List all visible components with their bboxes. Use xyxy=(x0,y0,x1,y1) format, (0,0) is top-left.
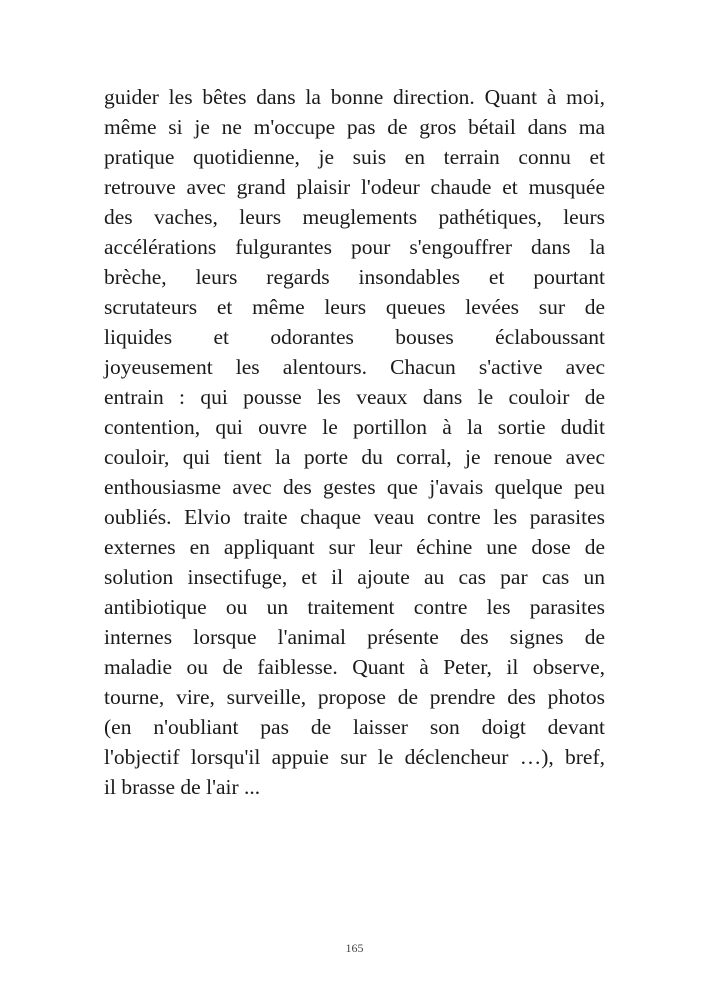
text-line: internes lorsque l'animal présente des signes de xyxy=(104,625,605,649)
text-line: oubliés. Elvio traite chaque veau contre les parasites xyxy=(104,505,605,529)
text-line-last: il brasse de l'air ... xyxy=(104,775,261,799)
text-line: tourne, vire, surveille, propose de prendre des photos xyxy=(104,685,605,709)
body-paragraph xyxy=(104,82,605,802)
text-line: couloir, qui tient la porte du corral, je renoue avec xyxy=(104,445,605,469)
text-line: entrain : qui pousse les veaux dans le couloir de xyxy=(104,385,605,409)
text-line: solution insectifuge, et il ajoute au cas par cas un xyxy=(104,565,605,589)
text-line: l'objectif lorsqu'il appuie sur le déclencheur …), bref, xyxy=(104,745,605,769)
text-line: brèche, leurs regards insondables et pourtant xyxy=(104,265,605,289)
text-line: liquides et odorantes bouses éclaboussant xyxy=(104,325,605,349)
text-line: guider les bêtes dans la bonne direction. Quant à moi, xyxy=(104,85,605,109)
page-number: 165 xyxy=(345,941,364,955)
text-line: des vaches, leurs meuglements pathétiques, leurs xyxy=(104,205,605,229)
text-line: pratique quotidienne, je suis en terrain connu et xyxy=(104,145,605,169)
text-line: externes en appliquant sur leur échine une dose de xyxy=(104,535,605,559)
text-line: (en n'oubliant pas de laisser son doigt devant xyxy=(104,715,605,739)
text-line: joyeusement les alentours. Chacun s'active avec xyxy=(104,355,605,379)
text-line: enthousiasme avec des gestes que j'avais quelque peu xyxy=(104,475,605,499)
text-line: accélérations fulgurantes pour s'engouffrer dans la xyxy=(104,235,605,259)
text-line: même si je ne m'occupe pas de gros bétail dans ma xyxy=(104,115,605,139)
text-line: antibiotique ou un traitement contre les parasites xyxy=(104,595,605,619)
text-line: scrutateurs et même leurs queues levées sur de xyxy=(104,295,605,319)
text-line: retrouve avec grand plaisir l'odeur chaude et musquée xyxy=(104,175,605,199)
text-line: maladie ou de faiblesse. Quant à Peter, il observe, xyxy=(104,655,605,679)
text-line: contention, qui ouvre le portillon à la sortie dudit xyxy=(104,415,605,439)
